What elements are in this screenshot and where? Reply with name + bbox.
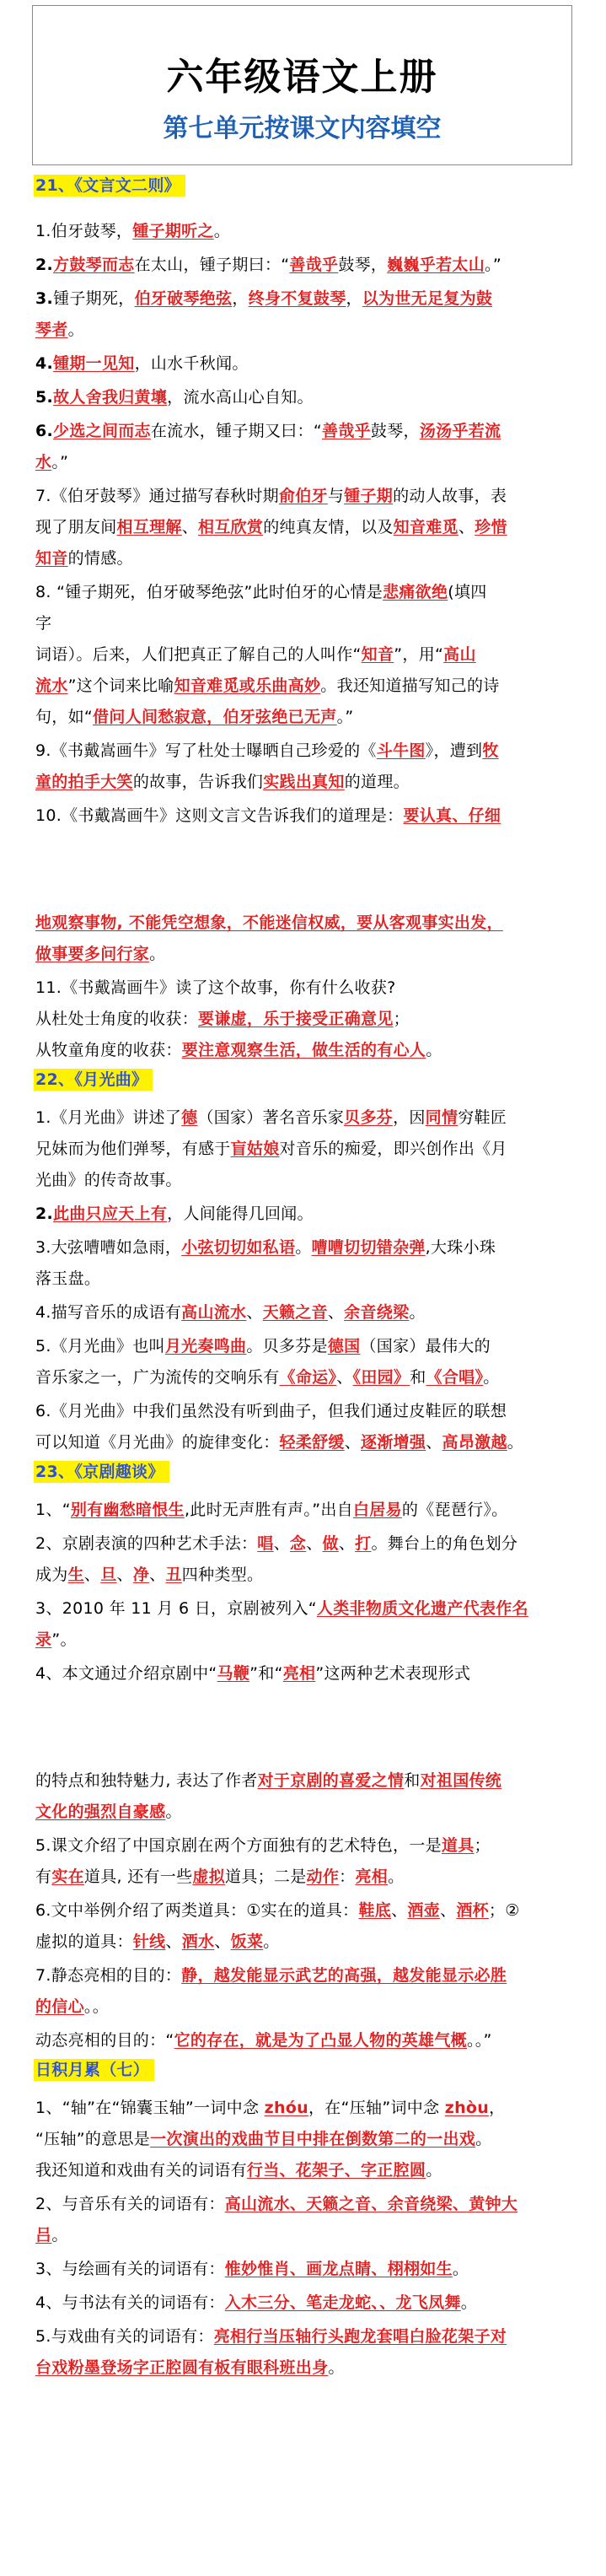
text-line	[35, 1658, 575, 1689]
answer-text: 知音难觅或乐曲高妙	[174, 676, 321, 695]
answer-text: 高昂激越	[442, 1433, 507, 1452]
text-line	[35, 315, 575, 345]
line-text: 4、与书法有关的词语有：	[35, 2293, 225, 2312]
line-text: ，流水高山心自知。	[167, 388, 314, 407]
line-text: ，人间能得几回闻。	[167, 1204, 314, 1223]
line-text: 词语）。后来，人们把真正了解自己的人叫作“	[35, 645, 362, 664]
text-line	[35, 1232, 575, 1263]
line-text: 3.	[35, 289, 54, 308]
line-text: ；	[393, 1010, 410, 1028]
text-line	[35, 1134, 575, 1164]
answer-text: 对祖国传统	[420, 1771, 502, 1790]
text-line	[35, 1528, 575, 1559]
line-text: 3、与绘画有关的词语有：	[35, 2260, 225, 2278]
line-text: 句，如“	[35, 708, 94, 726]
answer-text: 德	[181, 1108, 198, 1127]
answer-text: 盲姑娘	[230, 1140, 280, 1158]
line-text: ”。	[51, 1630, 77, 1649]
line-text: 光曲》的传奇故事。	[35, 1171, 182, 1189]
text-line	[35, 1862, 575, 1892]
text-line	[35, 2220, 575, 2250]
line-text: 落玉盘。	[35, 1269, 101, 1288]
text-line	[35, 1165, 575, 1195]
line-text: 、	[214, 1932, 231, 1951]
line-text: 可以知道《月光曲》的旋律变化：	[35, 1433, 280, 1452]
text-line	[35, 608, 575, 639]
line-text: 1.伯牙鼓琴，	[35, 222, 133, 240]
line-text: 1.《月光曲》讲述了	[35, 1108, 182, 1127]
line-text: 。	[328, 2358, 345, 2377]
text-line	[35, 1102, 575, 1133]
answer-text: 一次演出的戏曲节目中排在倒数第二的一出戏	[150, 2130, 476, 2148]
line-text: 8. “锺子期死，伯牙破琴绝弦”此时伯牙的心情是	[35, 583, 383, 601]
answer-text: 人类非物质文化遗产代表作名	[316, 1599, 528, 1618]
line-text: 。	[67, 321, 84, 339]
line-text: 我还知道和戏曲有关的词语有	[35, 2161, 247, 2180]
answer-text: 行当、花架子、字正腔圆	[246, 2161, 426, 2180]
line-text: 6.《月光曲》中我们虽然没有听到曲子，但我们通过皮鞋匠的联想	[35, 1402, 507, 1420]
line-text: 。”	[51, 453, 69, 472]
line-text: 、	[338, 1534, 356, 1553]
line-text: 鼓琴，	[338, 256, 388, 274]
answer-text: 入木三分、笔走龙蛇、、龙飞凤舞	[224, 2293, 461, 2312]
answer-text: 针线	[132, 1932, 166, 1951]
line-text: 5.《月光曲》也叫	[35, 1337, 165, 1355]
line-text: 4.描写音乐的成语有	[35, 1303, 182, 1322]
answer-text: 逐渐增强	[361, 1433, 426, 1452]
answer-text: 俞伯牙	[278, 487, 328, 505]
answer-text: 童的拍手大笑	[35, 773, 133, 791]
text-line	[35, 939, 575, 969]
answer-text: 生	[67, 1566, 84, 1584]
line-text: 。	[388, 1867, 405, 1886]
answer-text: 动作	[306, 1867, 340, 1886]
answer-text: 少选之间而志	[53, 422, 151, 440]
line-text: 5.	[35, 388, 54, 407]
text-line	[35, 800, 575, 831]
answer-text: 白居易	[352, 1501, 402, 1519]
line-text: 。”	[336, 708, 354, 726]
line-text: （国家）著名音乐家	[197, 1108, 345, 1127]
answer-text: 高山	[443, 645, 476, 664]
answer-text: 德国	[327, 1337, 361, 1355]
answer-text: 马鞭	[217, 1664, 250, 1683]
line-text: 。	[426, 2161, 442, 2180]
line-text: ,此时无声胜有声。”出自	[184, 1501, 353, 1519]
line-text: 、	[83, 1566, 101, 1584]
answer-text: 牧	[482, 741, 499, 760]
answer-text: 要谦虚，乐于接受正确意见	[198, 1010, 394, 1028]
line-text: 。	[483, 1368, 500, 1387]
text-line	[35, 1927, 575, 1957]
answer-text: 亮相	[282, 1664, 316, 1683]
answer-text: 旦	[100, 1566, 117, 1584]
line-text: ：	[339, 1867, 356, 1886]
text-line	[35, 1427, 575, 1458]
line-text: 穷鞋匠	[458, 1108, 507, 1127]
answer-text: 知音难觅	[393, 518, 459, 536]
answer-text: 的信心	[35, 1997, 84, 2016]
answer-text: 《命运》	[279, 1368, 337, 1387]
answer-text: 汤汤乎若流	[419, 422, 501, 440]
line-text: 的动人故事，表	[393, 487, 507, 505]
line-text: 。舞台上的角色划分	[371, 1534, 518, 1553]
text-line	[35, 1396, 575, 1426]
section-heading	[34, 1064, 573, 1095]
answer-text: 故人舍我归黄壤	[53, 388, 168, 407]
answer-text: zhóu	[264, 2099, 308, 2117]
line-text: 的道理。	[344, 773, 410, 791]
answer-text: 琴者	[35, 321, 68, 339]
line-text: ”和“	[249, 1664, 283, 1683]
section-heading	[34, 2055, 573, 2085]
answer-text: 亮相行当压轴行头跑龙套唱白脸花架子对	[213, 2327, 507, 2346]
line-text: 动态亮相的目的：“	[35, 2031, 174, 2050]
answer-text: 要注意观察生活，做生活的有心人	[181, 1041, 426, 1059]
answer-text: 嘈嘈切切错杂弹	[311, 1238, 426, 1257]
line-text: 、	[273, 1534, 290, 1553]
line-text: 。”	[485, 256, 501, 274]
answer-text: 做	[322, 1534, 339, 1553]
answer-text: 锺期一见知	[53, 354, 135, 373]
page-title: 六年级语文上册	[166, 56, 438, 99]
text-line	[35, 250, 575, 280]
answer-text: 对于京剧的喜爱之情	[257, 1771, 405, 1790]
line-text: 。	[409, 1303, 426, 1322]
answer-text: 静，越发能显示武艺的高强，越发能显示必胜	[181, 1966, 507, 1985]
line-text: 。。”	[466, 2031, 492, 2050]
answer-text: 借问人间愁寂意，伯牙弦绝已无声	[93, 708, 337, 726]
text-line	[35, 382, 575, 412]
answer-text: 轻柔舒缓	[279, 1433, 345, 1452]
text-line	[35, 767, 575, 797]
text-line	[35, 736, 575, 766]
line-text: “压轴”的意思是	[35, 2130, 151, 2148]
answer-text: 锺子期听之	[132, 222, 214, 240]
line-text: 、	[391, 1901, 408, 1920]
text-line	[35, 1560, 575, 1590]
answer-text: 贝多芬	[344, 1108, 394, 1127]
text-line	[35, 1830, 575, 1861]
line-text: 。	[149, 945, 166, 963]
line-text: 锺子期死，	[53, 289, 135, 308]
text-line	[35, 1199, 575, 1229]
answer-text: 酒水	[181, 1932, 215, 1951]
line-text: 、	[458, 518, 475, 536]
answer-text: 悲痛欲绝	[383, 583, 448, 601]
answer-text: 天籁之音	[262, 1303, 328, 1322]
line-text: 有	[35, 1867, 52, 1886]
answer-text: 善哉乎	[289, 256, 339, 274]
line-text: ，在“压轴”词中念	[308, 2099, 445, 2117]
text-line	[35, 447, 575, 477]
text-line	[35, 2155, 575, 2185]
text-line	[35, 2321, 575, 2352]
answer-text: 酒壶	[407, 1901, 440, 1920]
line-text: 》，遭到	[425, 741, 483, 760]
text-line	[35, 1264, 575, 1294]
answer-text: 吕	[35, 2226, 52, 2245]
section-label: 23、《京剧趣谈》	[34, 1461, 169, 1483]
line-text: 。	[452, 2260, 469, 2278]
text-line	[35, 2093, 575, 2123]
line-text: 。	[460, 2293, 478, 2312]
answer-text: 亮相	[355, 1867, 389, 1886]
answer-text: 小弦切切如私语	[181, 1238, 296, 1257]
text-line	[35, 639, 575, 670]
line-text: 道具, 还有一些	[83, 1867, 193, 1886]
line-text: 。	[165, 1803, 182, 1821]
section-label: 日积月累（七）	[34, 2059, 154, 2081]
answer-text: 终身不复鼓琴	[248, 289, 346, 308]
answer-text: 高山流水	[181, 1303, 247, 1322]
line-text: 、	[181, 518, 199, 536]
line-text: 对音乐的痴爱，即兴创作出《月	[279, 1140, 507, 1158]
line-text: 在流水，锺子期又曰：“	[150, 422, 323, 440]
answer-text: 道具	[441, 1836, 475, 1855]
line-text: 2、与音乐有关的词语有：	[35, 2195, 225, 2213]
line-text: 3.大弦嘈嘈如急雨，	[35, 1238, 182, 1257]
line-text: 。	[263, 1932, 280, 1951]
line-text: 的纯真友情，以及	[263, 518, 394, 536]
line-text: 从杜处士角度的收获：	[35, 1010, 199, 1028]
line-text: ”，用“	[394, 645, 444, 664]
line-text: 。	[426, 1041, 442, 1059]
line-text: 的情感。	[67, 549, 133, 568]
text-line	[35, 577, 575, 607]
line-text: 1、“	[35, 1501, 71, 1519]
text-line	[35, 1004, 575, 1034]
answer-text: 地观察事物, 不能凭空想象，不能迷信权威，要从客观事实出发，	[35, 913, 503, 932]
line-text: ，山水千秋闻。	[134, 354, 249, 373]
text-line	[35, 1991, 575, 2022]
answer-text: zhòu	[444, 2099, 490, 2117]
line-text: ，	[489, 2099, 506, 2117]
text-line	[35, 1960, 575, 1991]
answer-text: 丑	[165, 1566, 182, 1584]
text-line	[35, 1297, 575, 1328]
answer-text: 打	[355, 1534, 372, 1553]
line-text: ，	[346, 289, 362, 308]
text-line	[35, 2124, 575, 2154]
answer-text: 流水	[35, 676, 68, 695]
text-line	[35, 1625, 575, 1655]
text-line	[35, 908, 575, 938]
text-line	[35, 1895, 575, 1926]
answer-text: 水	[35, 453, 52, 472]
text-line	[35, 416, 575, 446]
answer-text: 台戏粉墨登场字正腔圆有板有眼科班出身	[35, 2358, 329, 2377]
answer-text: 酒杯	[456, 1901, 489, 1920]
answer-text: 文化的强烈自豪感	[35, 1803, 166, 1821]
text-line	[35, 512, 575, 542]
line-text: 4、本文通过介绍京剧中“	[35, 1664, 217, 1683]
line-text: 。	[51, 2226, 68, 2245]
text-line	[35, 283, 575, 314]
answer-text: 鞋底	[358, 1901, 392, 1920]
text-line	[35, 2189, 575, 2219]
text-line	[35, 1035, 575, 1065]
text-line	[35, 1797, 575, 1827]
line-text: 。	[507, 1433, 524, 1452]
text-line	[35, 2025, 575, 2056]
line-text: 音乐家之一，广为流传的交响乐有	[35, 1368, 280, 1387]
line-text: 。	[475, 2130, 492, 2148]
line-text: 、	[327, 1303, 345, 1322]
answer-text: 同情	[425, 1108, 459, 1127]
line-text: 10.《书戴嵩画牛》这则文言文告诉我们的道理是：	[35, 806, 404, 825]
line-text: 成为	[35, 1566, 68, 1584]
answer-text: 月光奏鸣曲	[164, 1337, 247, 1355]
answer-text: 做事要多问行家	[35, 945, 150, 963]
line-text: 。。	[83, 1997, 110, 2016]
line-text: 。贝多芬是	[246, 1337, 328, 1355]
answer-text: 相互欣赏	[198, 518, 264, 536]
line-text: 2.	[35, 256, 54, 274]
line-text: 与	[327, 487, 345, 505]
line-text: 和	[404, 1771, 421, 1790]
text-line	[35, 1765, 575, 1796]
line-text: ，	[232, 289, 249, 308]
line-text: 兄妹而为他们弹琴，有感于	[35, 1140, 231, 1158]
answer-text: 珍惜	[475, 518, 507, 536]
line-text: ”这两种艺术表现形式	[315, 1664, 471, 1683]
text-line	[35, 1331, 575, 1361]
line-text: 、	[149, 1566, 166, 1584]
line-text: 1、“轴”在“锦囊玉轴”一词中念	[35, 2099, 265, 2117]
text-line	[35, 702, 575, 732]
answer-text: 巍巍乎若太山	[387, 256, 485, 274]
line-text: 、	[116, 1566, 133, 1584]
line-text: 。我还知道描写知己的诗	[320, 676, 500, 695]
answer-text: 净	[132, 1566, 150, 1584]
line-text: 、	[165, 1932, 182, 1951]
section-heading	[34, 170, 573, 201]
line-text: 的《琵琶行》。	[401, 1501, 508, 1519]
answer-text: 方鼓琴而志	[53, 256, 135, 274]
text-line	[35, 1593, 575, 1624]
text-line	[35, 1362, 575, 1393]
line-text: 四种类型。	[181, 1566, 264, 1584]
text-line	[35, 2254, 575, 2284]
answer-text: 虚拟	[192, 1867, 226, 1886]
line-text: 2、京剧表演的四种艺术手法：	[35, 1534, 258, 1553]
line-text: 字	[35, 614, 52, 633]
answer-text: 锺子期	[344, 487, 394, 505]
line-text: 鼓琴，	[370, 422, 420, 440]
line-text: （国家）最伟大的	[360, 1337, 491, 1355]
text-line	[35, 216, 575, 246]
title-box	[32, 5, 572, 165]
line-text: ；②	[488, 1901, 520, 1920]
line-text: 5.与戏曲有关的词语有：	[35, 2327, 214, 2346]
answer-text: 它的存在，就是为了凸显人物的英雄气概	[174, 2031, 467, 2050]
line-text: 、	[344, 1433, 362, 1452]
line-text: 3、2010 年 11 月 6 日，京剧被列入“	[35, 1599, 317, 1618]
line-text: 、	[246, 1303, 263, 1322]
answer-text: 高山流水、天籁之音、余音绕梁、黄钟大	[224, 2195, 518, 2213]
answer-text: 《合唱》	[426, 1368, 484, 1387]
answer-text: 伯牙破琴绝弦	[134, 289, 233, 308]
answer-text: 饭菜	[230, 1932, 264, 1951]
line-text: 和	[410, 1368, 426, 1387]
answer-text: 惟妙惟肖、画龙点睛、栩栩如生	[224, 2260, 453, 2278]
text-line	[35, 481, 575, 511]
line-text: ，因	[393, 1108, 426, 1127]
line-text: 7.静态亮相的目的：	[35, 1966, 182, 1985]
line-text: ；	[474, 1836, 491, 1855]
answer-text: 余音绕梁	[344, 1303, 410, 1322]
answer-text: 斗牛图	[376, 741, 426, 760]
answer-text: 以为世无足复为鼓	[362, 289, 493, 308]
text-line	[35, 1495, 575, 1525]
line-text: 9.《书戴嵩画牛》写了杜处士曝晒自己珍爱的《	[35, 741, 377, 760]
line-text: 2.	[35, 1204, 54, 1223]
answer-text: 录	[35, 1630, 52, 1649]
line-text: 6.文中举例介绍了两类道具：①实在的道具：	[35, 1901, 359, 1920]
answer-text: 善哉乎	[322, 422, 371, 440]
line-text: 、	[440, 1901, 457, 1920]
text-line	[35, 2352, 575, 2383]
answer-text: 念	[289, 1534, 307, 1553]
answer-text: 此曲只应天上有	[53, 1204, 168, 1223]
text-line	[35, 348, 575, 379]
answer-text: 知音	[361, 645, 394, 664]
line-text: 的故事，告诉我们	[132, 773, 264, 791]
section-heading	[34, 1457, 573, 1487]
answer-text: 别有幽愁暗恨生	[70, 1501, 185, 1519]
line-text: ”这个词来比喻	[67, 676, 174, 695]
line-text: 在太山，锺子期曰：“	[134, 256, 290, 274]
line-text: 道具；二是	[225, 1867, 307, 1886]
answer-text: 实在	[51, 1867, 84, 1886]
answer-text: 相互理解	[116, 518, 182, 536]
answer-text: 《田园》	[352, 1368, 410, 1387]
line-text: 、	[426, 1433, 442, 1452]
line-text: (填四	[448, 583, 487, 601]
line-text: 从牧童角度的收获：	[35, 1041, 182, 1059]
line-text: 、	[336, 1368, 353, 1387]
line-text: 虚拟的道具：	[35, 1932, 133, 1951]
line-text: ,大珠小珠	[425, 1238, 496, 1257]
page-subtitle: 第七单元按课文内容填空	[163, 114, 442, 143]
line-text: 的特点和独特魅力, 表达了作者	[35, 1771, 258, 1790]
line-text: 、	[306, 1534, 323, 1553]
text-line	[35, 543, 575, 574]
answer-text: 唱	[257, 1534, 274, 1553]
answer-text: 要认真、仔细	[403, 806, 501, 825]
section-label: 21、《文言文二则》	[34, 175, 185, 197]
text-line	[35, 973, 575, 1003]
answer-text: 实践出真知	[263, 773, 345, 791]
line-text: 。	[213, 222, 231, 240]
line-text: 11.《书戴嵩画牛》读了这个故事，你有什么收获?	[35, 978, 396, 997]
line-text: 6.	[35, 422, 54, 440]
line-text: 7.《伯牙鼓琴》通过描写春秋时期	[35, 487, 279, 505]
line-text: 现了朋友间	[35, 518, 117, 536]
line-text: 。	[295, 1238, 312, 1257]
line-text: 5.课文介绍了中国京剧在两个方面独有的艺术特色，一是	[35, 1836, 442, 1855]
answer-text: 知音	[35, 549, 68, 568]
section-label: 22、《月光曲》	[34, 1069, 153, 1091]
text-line	[35, 2288, 575, 2318]
line-text: 4.	[35, 354, 54, 373]
text-line	[35, 671, 575, 701]
